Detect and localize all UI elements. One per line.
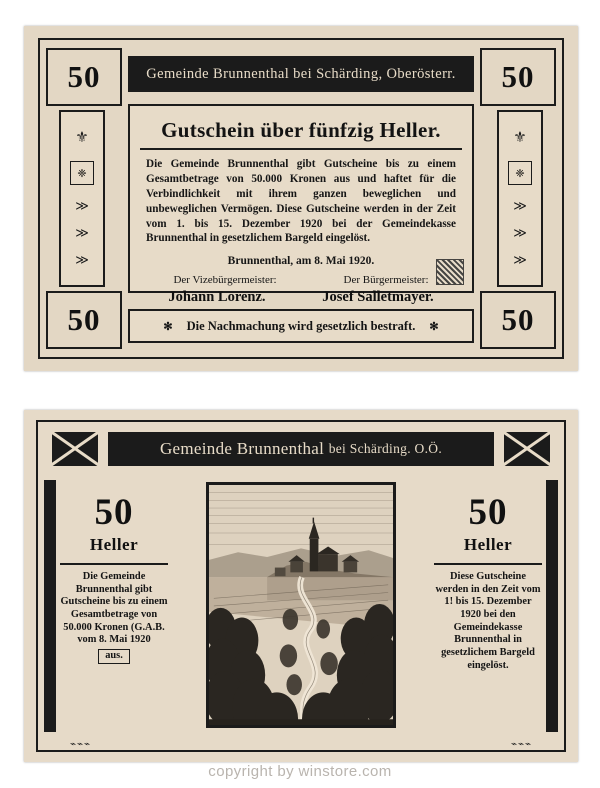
chevron-ornament-icon: ≫ [75, 198, 89, 214]
front-signature-name-right: Josef Salletmayer. [322, 289, 434, 306]
flourish-ornament-icon-left: ⌁⌁⌁ [70, 739, 92, 750]
front-denomination-top-left: 50 [46, 48, 122, 106]
front-left-ornament-column [59, 110, 105, 287]
back-left-legal-text-boxed: aus. [98, 649, 130, 664]
fleur-de-lis-icon: ⚜ [513, 130, 527, 147]
back-right-column [428, 480, 548, 732]
back-left-legal-text [54, 571, 174, 664]
star-icon: ✻ [429, 320, 439, 333]
cross-ornament-icon-left [52, 432, 98, 466]
front-denomination-bottom-right: 50 [480, 291, 556, 349]
front-right-ornament-column [497, 110, 543, 287]
back-vignette-illustration [206, 482, 396, 728]
front-signature-name-left: Johann Lorenz. [168, 289, 266, 306]
watermark-text: copyright by winstore.com [208, 763, 392, 780]
back-issuer-title [108, 432, 494, 466]
back-title-sub: bei Schärding. O.Ö. [328, 441, 443, 456]
back-title-main: Gemeinde Brunnenthal [159, 439, 325, 458]
front-text-panel [128, 104, 474, 306]
banknote-back [24, 410, 578, 762]
back-unit-left: Heller [89, 535, 139, 554]
back-right-legal-text: Diese Gutscheine werden in den Zeit vom 1! bis 15. Dezember 1920 bei den Gemeindekasse Brunnenthal in gesetzlichem Bargeld eingelöst. [435, 571, 541, 671]
chevron-ornament-icon: ≫ [75, 252, 89, 268]
front-issuer-title: Gemeinde Brunnenthal bei Schärding, Oberösterr. [128, 56, 474, 92]
front-signature-titles [140, 274, 462, 286]
flourish-ornament-icon-right: ⌁⌁⌁ [510, 739, 532, 750]
front-place-date: Brunnenthal, am 8. Mai 1920. [227, 255, 375, 268]
back-denomination-left: 50 [94, 492, 134, 533]
divider-left [60, 563, 168, 565]
front-denomination-top-right: 50 [480, 48, 556, 106]
front-denomination-bottom-left: 50 [46, 291, 122, 349]
star-icon: ✻ [163, 320, 173, 333]
chevron-ornament-icon: ≫ [75, 225, 89, 241]
back-left-legal-text-body: Die Gemeinde Brunnenthal gibt Gutscheine bis zu einem Gesamtbetrage von 50.000 Kronen (G.A.B. vom 8. Mai 1920 [60, 571, 168, 646]
chevron-ornament-icon: ≫ [513, 225, 527, 241]
back-unit-right: Heller [463, 535, 513, 554]
rosette-icon: ❈ [508, 161, 532, 185]
round-seal-stamp-icon [436, 259, 464, 285]
front-signature-title-right: Der Bürgermeister: [343, 274, 429, 287]
fleur-de-lis-icon: ⚜ [75, 130, 89, 147]
front-voucher-heading: Gutschein über fünfzig Heller. [140, 118, 462, 150]
banknote-front [24, 26, 578, 371]
front-counterfeit-warning-bar [128, 309, 474, 343]
rosette-icon: ❈ [70, 161, 94, 185]
back-left-column [54, 480, 174, 732]
back-denomination-right: 50 [468, 492, 508, 533]
front-signature-title-left: Der Vizebürgermeister: [173, 274, 277, 287]
chevron-ornament-icon: ≫ [513, 252, 527, 268]
divider-right [434, 563, 542, 565]
front-legal-text: Die Gemeinde Brunnenthal gibt Gutscheine bis zu einem Gesamtbetrage von 50.000 Kronen aus und haftet für die Verbindlichkeit mit ihrem ganzen beweglichen und unbeweglichen Vermögen. Diese Gutscheine werden in der Zeit vom 1. bis 15. Dezember 1920 bei der Gemeindekasse Brunnenthal in gesetzlichem Bargeld eingelöst. [146, 158, 456, 245]
chevron-ornament-icon: ≫ [513, 198, 527, 214]
front-counterfeit-warning-text: Die Nachmachung wird gesetzlich bestraft. [186, 318, 416, 333]
cross-ornament-icon-right [504, 432, 550, 466]
front-signature-names [140, 289, 462, 306]
